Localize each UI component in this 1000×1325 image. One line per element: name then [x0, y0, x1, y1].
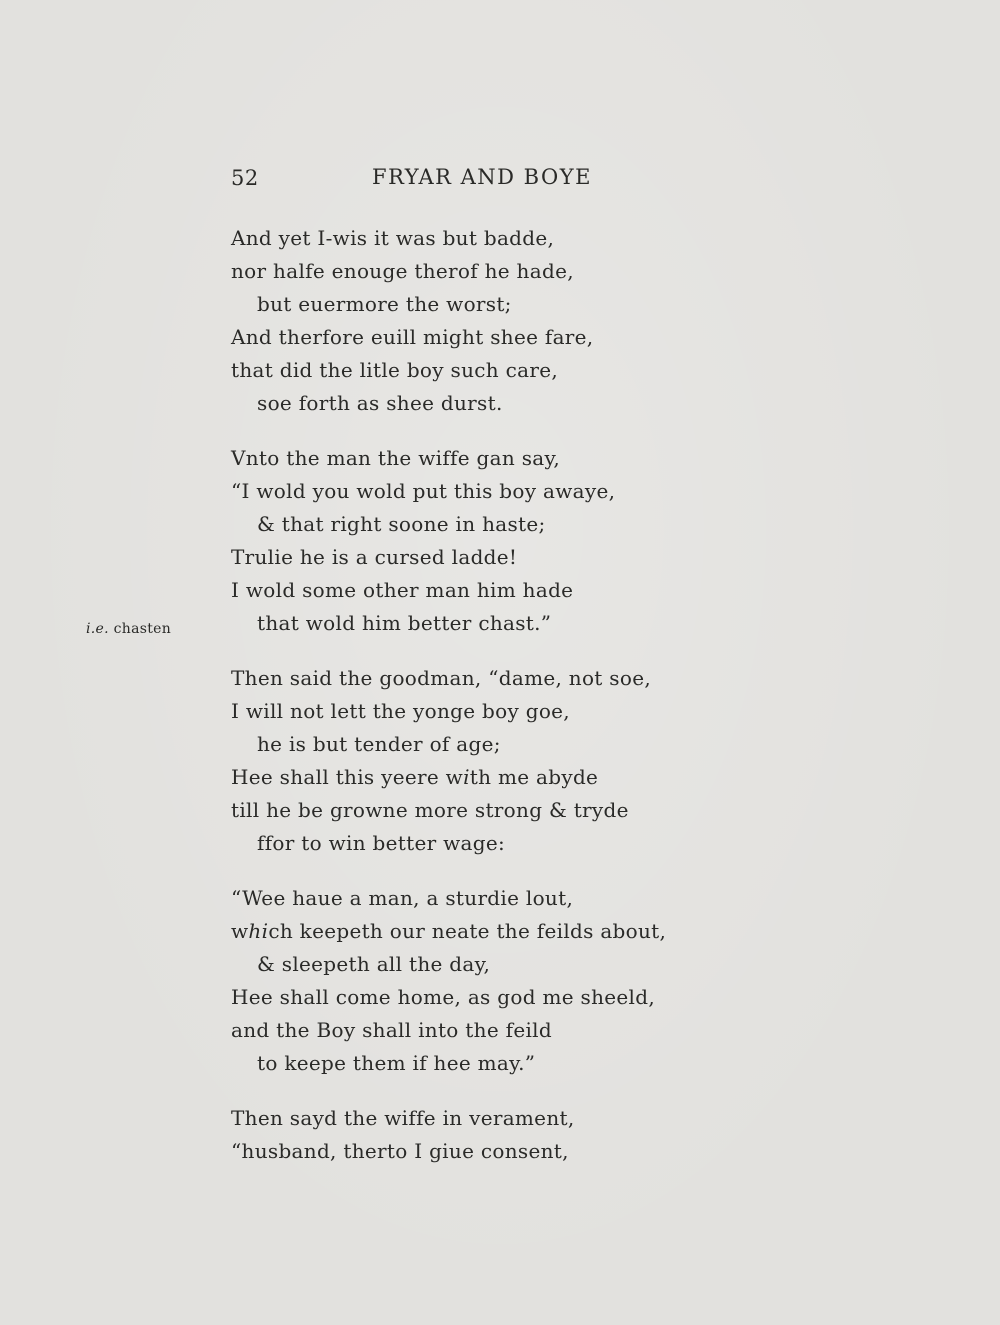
verse-line: And yet I-wis it was but badde,	[231, 226, 555, 250]
verse-line-indented: but euermore the worst;	[257, 292, 512, 316]
verse-line: I will not lett the yonge boy goe,	[231, 699, 570, 723]
verse-line: till he be growne more strong & tryde	[231, 798, 629, 822]
stanza-3	[231, 662, 711, 860]
verse-line-indented: ffor to win better wage:	[257, 831, 506, 855]
verse-segment: w	[231, 919, 249, 943]
verse-line	[231, 915, 711, 948]
verse-segment: Hee shall this yeere w	[231, 765, 464, 789]
verse-line: “Wee haue a man, a sturdie lout,	[231, 886, 574, 910]
verse-line-indented: that wold him better chast.”	[257, 611, 552, 635]
stanza-5	[231, 1102, 711, 1168]
page-number: 52	[231, 166, 259, 190]
verse-line-indented: to keepe them if hee may.”	[257, 1051, 536, 1075]
verse-segment: th me abyde	[469, 765, 599, 789]
margin-gloss	[86, 619, 171, 639]
verse-line: Trulie he is a cursed ladde!	[231, 545, 518, 569]
verse-line: “husband, therto I giue consent,	[231, 1139, 569, 1163]
stanza-1	[231, 222, 711, 420]
verse-line: “I wold you wold put this boy awaye,	[231, 479, 616, 503]
verse-line: and the Boy shall into the feild	[231, 1018, 552, 1042]
verse-line: Hee shall come home, as god me sheeld,	[231, 985, 656, 1009]
verse-line: I wold some other man him hade	[231, 578, 574, 602]
verse-line: Then said the goodman, “dame, not soe,	[231, 666, 652, 690]
poem-text	[231, 222, 711, 1190]
gloss-abbreviation: i.e.	[86, 621, 109, 637]
verse-line: nor halfe enouge therof he hade,	[231, 259, 574, 283]
running-title: FRYAR AND BOYE	[372, 165, 592, 189]
verse-line-indented: & sleepeth all the day,	[257, 952, 491, 976]
stanza-2	[231, 442, 711, 640]
verse-segment: ch keepeth our neate the feilds about,	[268, 919, 667, 943]
verse-line: And therfore euill might shee fare,	[231, 325, 594, 349]
italic-expansion: hi	[248, 919, 269, 943]
stanza-4	[231, 882, 711, 1080]
gloss-text: chasten	[113, 621, 172, 637]
verse-line-indented: he is but tender of age;	[257, 732, 501, 756]
verse-line: Then sayd the wiffe in verament,	[231, 1106, 575, 1130]
verse-line	[231, 761, 711, 794]
verse-line-indented: soe forth as shee durst.	[257, 391, 503, 415]
verse-line: Vnto the man the wiffe gan say,	[231, 446, 561, 470]
verse-line: that did the litle boy such care,	[231, 358, 558, 382]
italic-expansion: i	[463, 765, 470, 789]
verse-line-indented: & that right soone in haste;	[257, 512, 546, 536]
